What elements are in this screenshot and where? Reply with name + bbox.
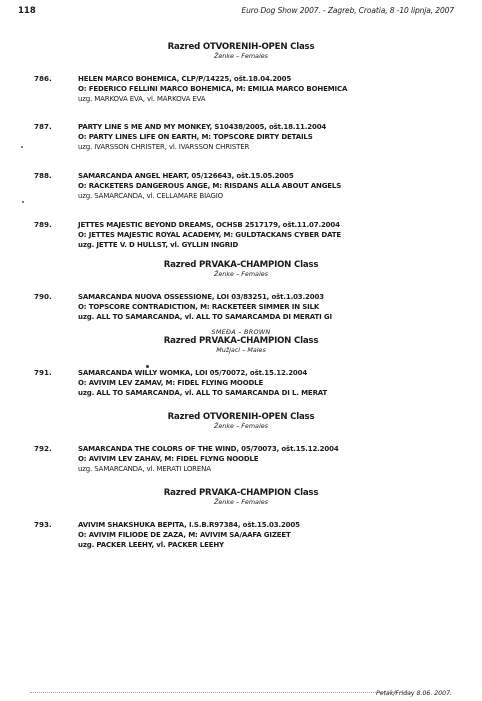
section-subtitle: Ženke – Females: [213, 52, 269, 60]
dog-name: SAMARCANDA WILLY WOMKA, LOI 05/70072, ošt.15.12.2004: [78, 369, 308, 377]
section-subtitle: Ženke – Females: [213, 270, 269, 278]
section-title: Razred PRVAKA-CHAMPION Class: [163, 488, 319, 498]
dog-name: AVIVIM SHAKSHUKA BEPITA, I.S.B.R97384, ošt.15.03.2005: [78, 521, 300, 529]
entry-number: 789.: [34, 220, 52, 229]
dog-parents: O: AVIVIM LEV ZAHAV, M: FIDEL FLYNG NOODLE: [78, 455, 259, 463]
class-section-open-females: [0, 42, 482, 250]
dog-name: JETTES MAJESTIC BEYOND DREAMS, OCHSB 2517179, ošt.11.07.2004: [78, 221, 340, 229]
scan-artifact-line: [30, 692, 412, 693]
color-variety-label: SMEĐA – BROWN: [211, 328, 271, 336]
dog-name: SAMARCANDA NUOVA OSSESSIONE, LOI 03/83251, ošt.1.03.2003: [78, 293, 324, 301]
entry-number: 791.: [34, 368, 52, 377]
dog-breeder-owner: uzg. ALL TO SAMARCANDA, vl. ALL TO SAMARCANDA DI L. MERAT: [78, 389, 328, 397]
dog-parents: O: PARTY LINES LIFE ON EARTH, M: TOPSCORE DIRTY DETAILS: [78, 133, 313, 141]
section-subtitle: Ženke – Females: [213, 498, 269, 506]
class-section-champion-females: [0, 260, 482, 322]
dog-parents: O: FEDERICO FELLINI MARCO BOHEMICA, M: EMILIA MARCO BOHEMICA: [78, 85, 348, 93]
scan-speck: [21, 146, 23, 148]
scan-speck: [22, 201, 24, 203]
entry-number: 793.: [34, 520, 52, 529]
dog-breeder-owner: uzg. ALL TO SAMARCANDA, vl. ALL TO SAMARCAMDA DI MERATI GI: [78, 313, 332, 321]
dog-breeder-owner: uzg. SAMARCANDA, vl. MERATI LORENA: [78, 465, 211, 473]
dog-name: PARTY LINE S ME AND MY MONKEY, S10438/2005, ošt.18.11.2004: [78, 123, 327, 131]
bullet-mark: [146, 365, 149, 368]
section-title: Razred OTVORENIH-OPEN Class: [167, 42, 315, 52]
class-section-champion-females-2: [0, 488, 482, 550]
section-subtitle: Mužjaci – Males: [216, 346, 266, 354]
dog-entry: [0, 220, 482, 250]
class-section-open-females-2: [0, 412, 482, 474]
dog-parents: O: AVIVIM LEV ZAMAV, M: FIDEL FLYING MOODLE: [78, 379, 264, 387]
page-number: 118: [18, 6, 36, 16]
dog-parents: O: AVIVIM FILIODE DE ZAZA, M: AVIVIM SA/AAFA GIZEET: [78, 531, 291, 539]
dog-name: SAMARCANDA ANGEL HEART, 05/126643, ošt.15.05.2005: [78, 172, 294, 180]
entry-number: 787.: [34, 122, 52, 131]
entry-number: 792.: [34, 444, 52, 453]
running-head: Euro Dog Show 2007. - Zagreb, Croatia, 8 -10 lipnja, 2007: [241, 6, 454, 15]
section-title: Razred PRVAKA-CHAMPION Class: [163, 260, 319, 270]
dog-breeder-owner: uzg. JETTE V. D HULLST, vl. GYLLIN INGRID: [78, 241, 239, 249]
dog-entry: [0, 368, 482, 398]
dog-entry: [0, 444, 482, 474]
page-header: [18, 6, 454, 20]
class-section-champion-males: [0, 328, 482, 398]
dog-parents: O: TOPSCORE CONTRADICTION, M: RACKETEER SIMMER IN SILK: [78, 303, 320, 311]
dog-entry: [0, 292, 482, 322]
entry-number: 790.: [34, 292, 52, 301]
dog-entry: [0, 122, 482, 152]
dog-breeder-owner: uzg. MARKOVA EVA, vl. MARKOVA EVA: [78, 95, 206, 103]
entry-number: 786.: [34, 74, 52, 83]
dog-entry: [0, 171, 482, 201]
section-title: Razred PRVAKA-CHAMPION Class: [163, 336, 319, 346]
dog-entry: [0, 74, 482, 104]
catalog-content: [0, 42, 482, 568]
page-footer: Petak/Friday 8.06. 2007.: [375, 690, 452, 697]
section-subtitle: Ženke – Females: [213, 422, 269, 430]
dog-breeder-owner: uzg. PACKER LEEHY, vl. PACKER LEEHY: [78, 541, 224, 549]
dog-breeder-owner: uzg. SAMARCANDA, vl. CELLAMARE BIAGIO: [78, 192, 224, 200]
dog-name: SAMARCANDA THE COLORS OF THE WIND, 05/70073, ošt.15.12.2004: [78, 445, 339, 453]
section-title: Razred OTVORENIH-OPEN Class: [167, 412, 315, 422]
dog-parents: O: RACKETERS DANGEROUS ANGE, M: RISDANS ALLA ABOUT ANGELS: [78, 182, 342, 190]
entry-number: 788.: [34, 171, 52, 180]
dog-name: HELEN MARCO BOHEMICA, CLP/P/14225, ošt.18.04.2005: [78, 75, 292, 83]
dog-parents: O: JETTES MAJESTIC ROYAL ACADEMY, M: GULDTACKANS CYBER DATE: [78, 231, 342, 239]
dog-breeder-owner: uzg. IVARSSON CHRISTER, vl. IVARSSON CHRISTER: [78, 143, 250, 151]
dog-entry: [0, 520, 482, 550]
